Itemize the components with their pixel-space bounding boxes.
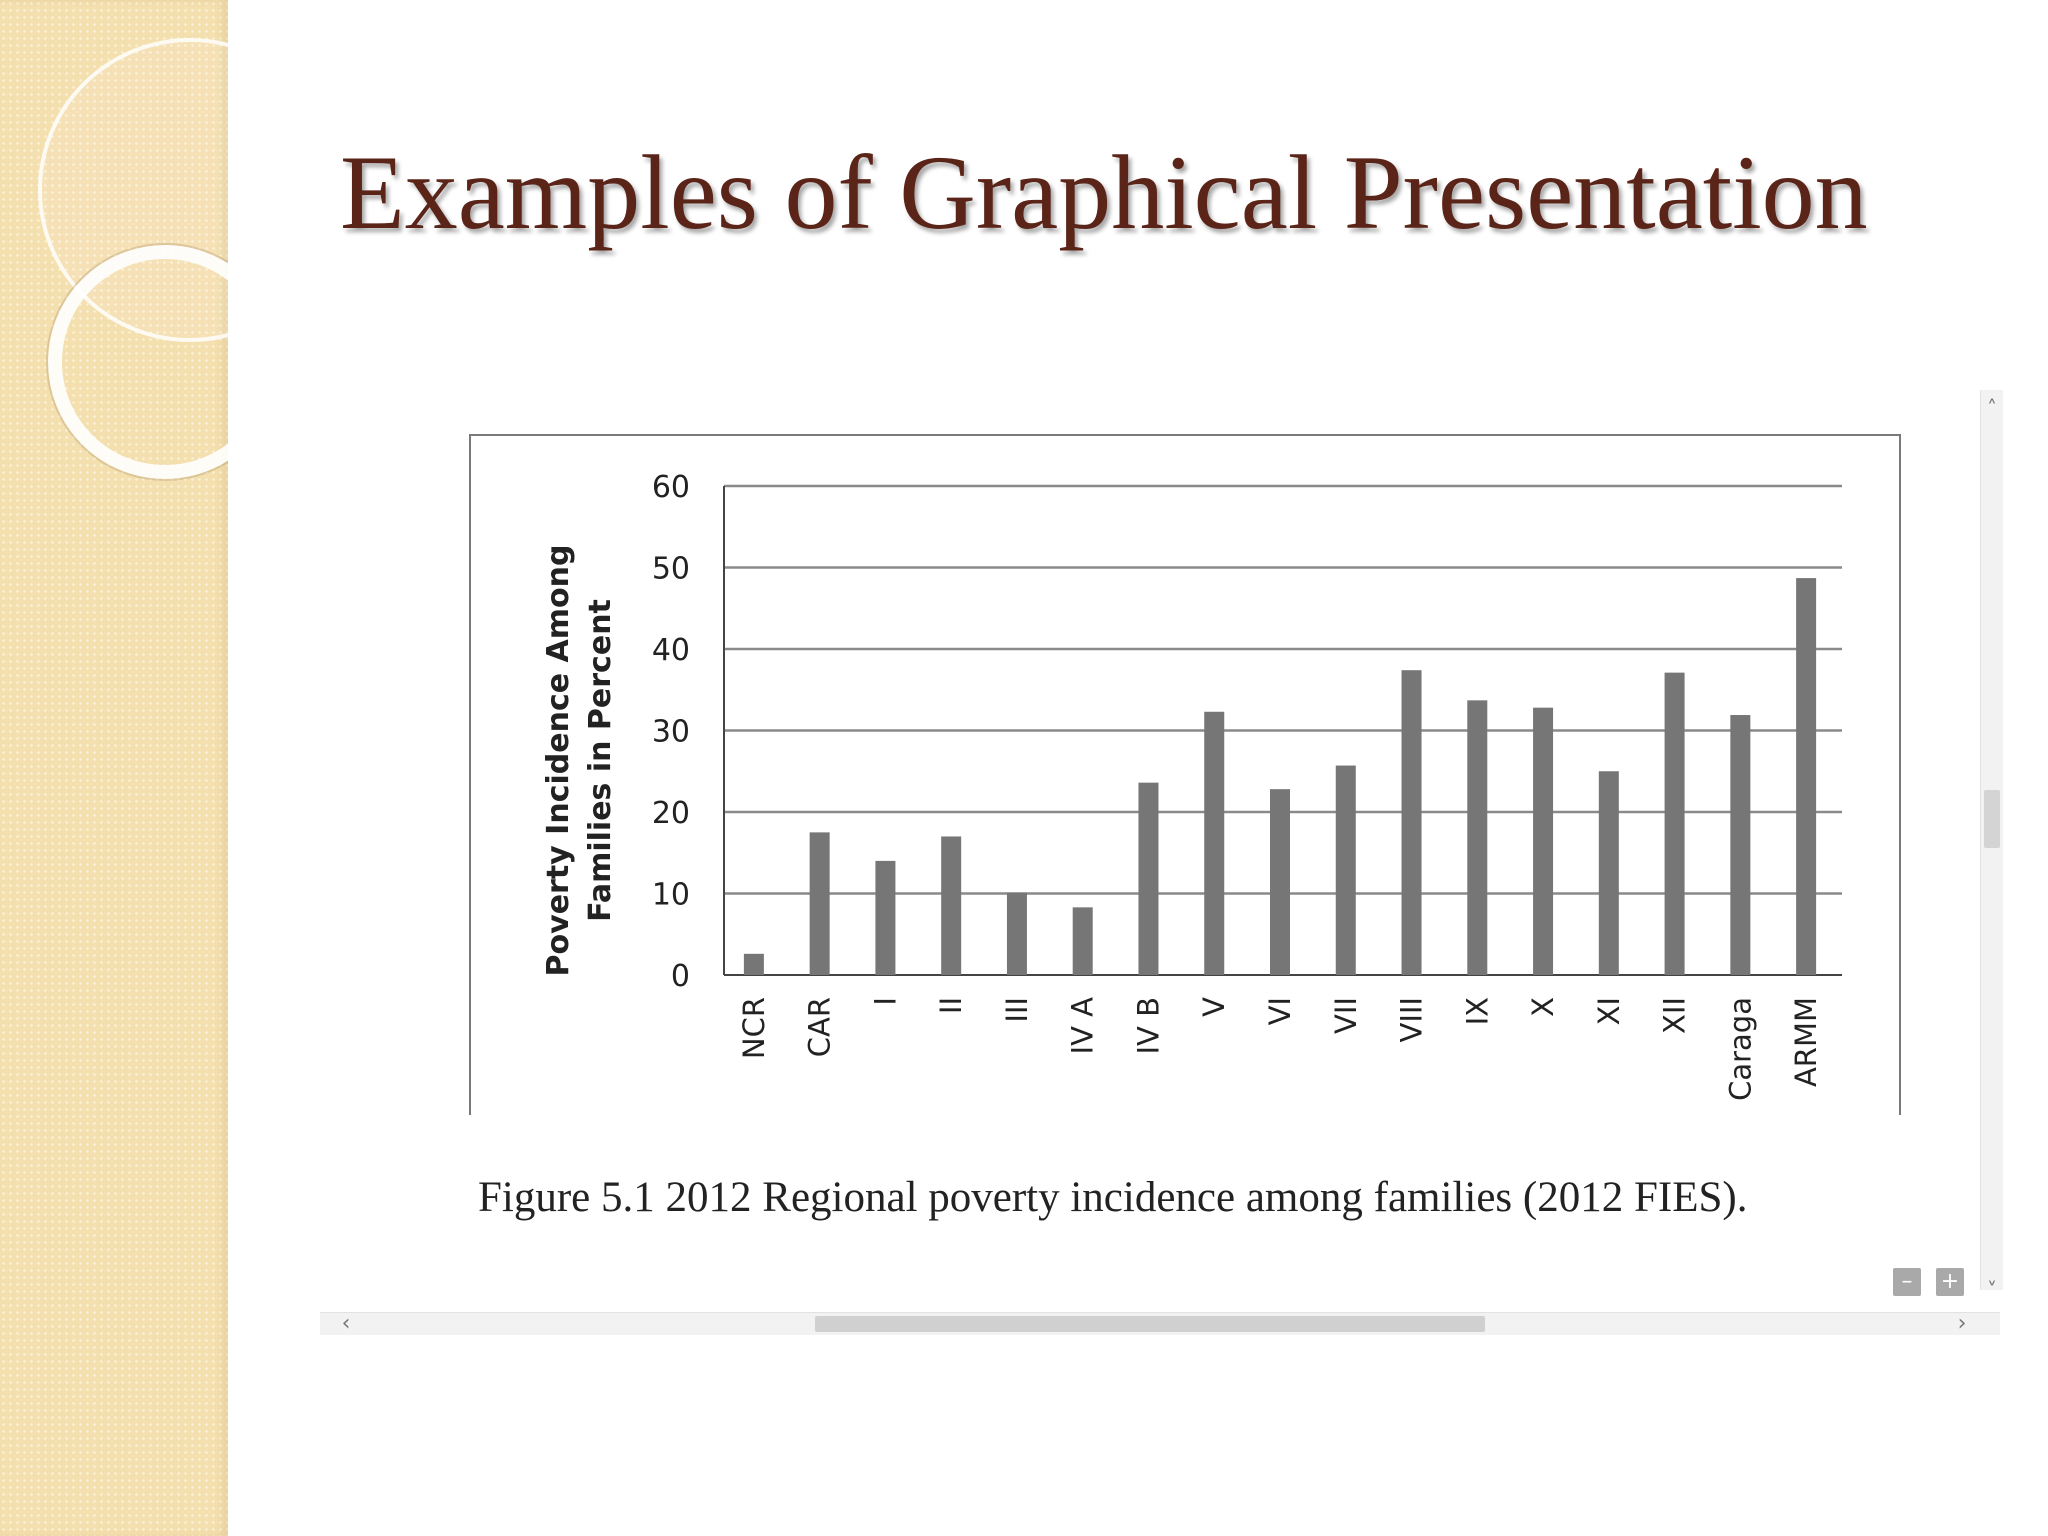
- x-tick-label: IV A: [1065, 997, 1100, 1055]
- figure-caption: Figure 5.1 2012 Regional poverty incidence among families (2012 FIES).: [478, 1174, 1748, 1221]
- x-tick-label: XI: [1591, 997, 1626, 1026]
- x-tick-label: ARMM: [1789, 997, 1824, 1088]
- bar: [1533, 708, 1553, 975]
- bar: [1599, 771, 1619, 975]
- bar: [1073, 907, 1093, 975]
- decorative-rings: [0, 0, 228, 520]
- x-tick-label: X: [1526, 997, 1561, 1017]
- bar: [1402, 670, 1422, 975]
- bar: [1138, 783, 1158, 975]
- x-tick-label: V: [1197, 997, 1232, 1017]
- x-tick-label: XII: [1657, 997, 1692, 1034]
- x-tick-label: IX: [1460, 997, 1495, 1026]
- bar: [1796, 578, 1816, 975]
- x-tick-label: Caraga: [1723, 997, 1758, 1101]
- bar: [744, 954, 764, 975]
- y-axis-label: Poverty Incidence Among: [541, 544, 576, 977]
- x-tick-label: VII: [1328, 997, 1363, 1034]
- chevron-down-icon[interactable]: ˅: [1987, 1278, 1997, 1302]
- chevron-right-icon[interactable]: ›: [1957, 1311, 1967, 1336]
- bar: [1270, 789, 1290, 975]
- y-axis-label: Families in Percent: [583, 599, 618, 922]
- y-tick-label: 30: [651, 714, 690, 750]
- slide-title: Examples of Graphical Presentation: [340, 134, 1868, 251]
- y-tick-label: 0: [670, 959, 690, 994]
- bar: [810, 832, 830, 975]
- chevron-left-icon[interactable]: ‹: [341, 1311, 351, 1336]
- x-tick-label: VI: [1263, 997, 1297, 1026]
- chevron-up-icon[interactable]: ˄: [1987, 396, 1997, 420]
- x-tick-label: VIII: [1394, 997, 1429, 1043]
- y-tick-label: 10: [651, 877, 690, 913]
- x-tick-label: NCR: [736, 997, 771, 1060]
- bar: [875, 861, 895, 975]
- bar: [1665, 673, 1685, 975]
- y-tick-label: 40: [651, 633, 690, 668]
- y-tick-label: 50: [651, 551, 690, 587]
- vertical-scroll-thumb[interactable]: [1984, 790, 2000, 848]
- vertical-scrollbar[interactable]: [1980, 390, 2003, 1302]
- x-tick-label: IV B: [1131, 997, 1166, 1055]
- x-tick-label: CAR: [802, 997, 837, 1058]
- bar: [941, 836, 961, 975]
- y-tick-label: 20: [651, 796, 690, 831]
- bar: [1730, 715, 1750, 975]
- bar: [1007, 893, 1027, 975]
- x-tick-label: II: [934, 997, 969, 1015]
- x-tick-label: III: [999, 997, 1034, 1023]
- bar: [1336, 766, 1356, 975]
- zoom-in-button[interactable]: +: [1936, 1268, 1964, 1296]
- zoom-out-button[interactable]: –: [1893, 1268, 1921, 1296]
- bar: [1467, 700, 1487, 975]
- x-tick-label: I: [868, 997, 903, 1006]
- horizontal-scrollbar[interactable]: [320, 1312, 2000, 1335]
- y-tick-label: 60: [651, 470, 690, 505]
- bar: [1204, 712, 1224, 975]
- horizontal-scroll-thumb[interactable]: [815, 1316, 1485, 1332]
